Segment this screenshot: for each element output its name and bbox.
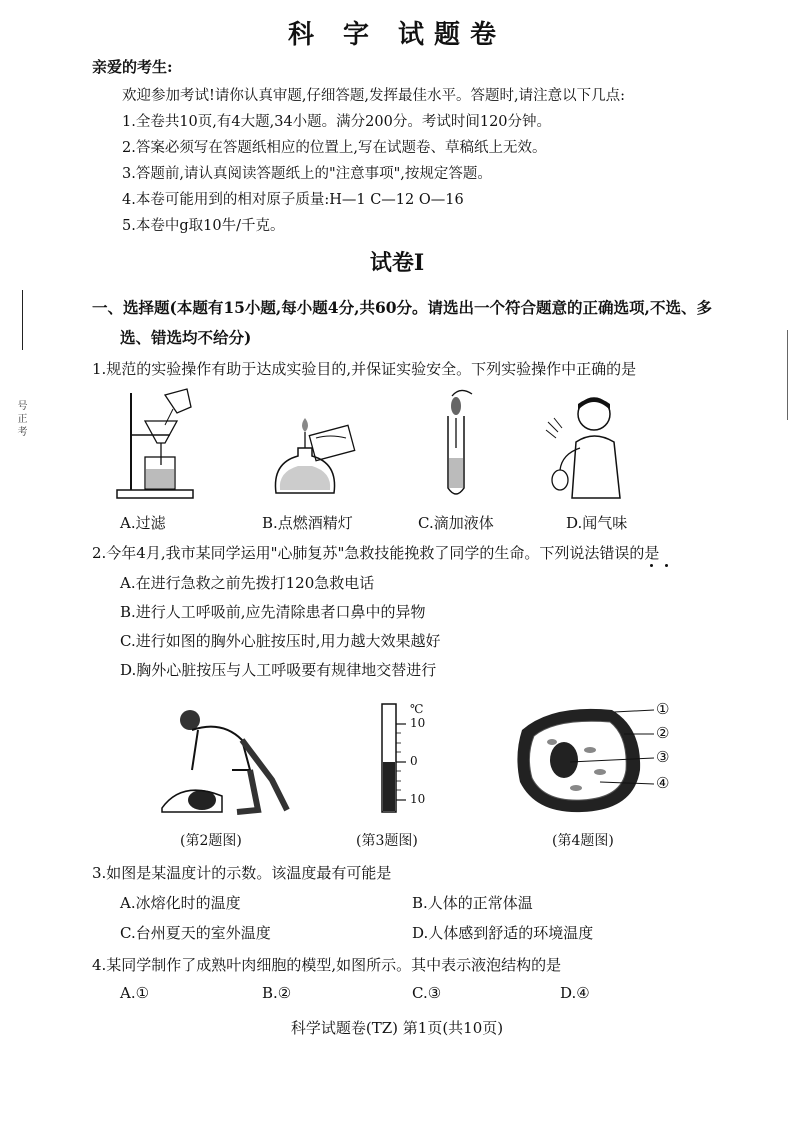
section-title: 试卷Ⅰ [369, 250, 425, 276]
thermometer-unit: ℃ [410, 702, 424, 716]
q2-option-b: B.进行人工呼吸前,应先清除患者口鼻中的异物 [120, 603, 426, 621]
section-instruction-line2: 选、错选均不给分) [120, 328, 252, 347]
thermometer-tick-bottom: 10 [410, 792, 426, 806]
intro-line-4: 4.本卷可能用到的相对原子质量:H—1 C—12 O—16 [122, 192, 464, 208]
figure-caption-q2: (第2题图) [180, 833, 242, 849]
page-footer: 科学试题卷(TZ) 第1页(共10页) [290, 1019, 504, 1037]
cell-label-1: ① [656, 700, 670, 718]
emphasis-dot [650, 564, 653, 567]
q4-option-a: A.① [120, 984, 150, 1002]
figure-caption-q4: (第4题图) [552, 833, 614, 849]
margin-mark: 号 正 考 [15, 400, 26, 437]
intro-line-3: 3.答题前,请认真阅读答题纸上的"注意事项",按规定答题。 [122, 166, 492, 182]
page-title: 科 字 试题卷 [287, 20, 507, 50]
dropper-illustration [438, 388, 488, 503]
smelling-illustration [540, 392, 640, 504]
q3-option-d: D.人体感到舒适的环境温度 [412, 924, 594, 942]
cell-label-4: ④ [656, 774, 670, 792]
emphasis-dot [665, 564, 668, 567]
cell-label-2: ② [656, 724, 670, 742]
q4-option-c: C.③ [412, 984, 442, 1002]
q3-option-a: A.冰熔化时的温度 [120, 894, 241, 912]
section-instruction-line1: 一、选择题(本题有15小题,每小题4分,共60分。请选出一个符合题意的正确选项,不选、多 [92, 298, 712, 317]
figure-caption-q3: (第3题图) [356, 833, 418, 849]
thermometer-tick-zero: 0 [410, 754, 418, 768]
filtration-illustration [115, 385, 195, 505]
q4-option-b: B.② [262, 984, 292, 1002]
leaf-cell-illustration [512, 700, 662, 820]
q3-option-b: B.人体的正常体温 [412, 894, 533, 912]
margin-line [22, 290, 23, 350]
q3-stem: 3.如图是某温度计的示数。该温度最有可能是 [92, 864, 392, 882]
q2-option-a: A.在进行急救之前先拨打120急救电话 [120, 574, 375, 592]
q1-option-d: D.闻气味 [566, 514, 628, 532]
q4-option-d: D.④ [560, 984, 590, 1002]
intro-line-5: 5.本卷中g取10牛/千克。 [122, 218, 285, 234]
q1-option-b: B.点燃酒精灯 [262, 514, 353, 532]
page-edge-line [787, 330, 788, 420]
intro-line-2: 2.答案必须写在答题纸相应的位置上,写在试题卷、草稿纸上无效。 [122, 140, 547, 156]
q2-option-d: D.胸外心脏按压与人工呼吸要有规律地交替进行 [120, 661, 437, 679]
q3-option-c: C.台州夏天的室外温度 [120, 924, 271, 942]
alcohol-lamp-illustration [268, 408, 358, 503]
intro-line-1: 1.全卷共10页,有4大题,34小题。满分200分。考试时间120分钟。 [122, 114, 552, 130]
cell-label-3: ③ [656, 748, 670, 766]
cpr-illustration [162, 700, 302, 820]
q2-option-c: C.进行如图的胸外心脏按压时,用力越大效果越好 [120, 632, 441, 650]
q1-option-c: C.滴加液体 [418, 514, 494, 532]
q4-stem: 4.某同学制作了成熟叶肉细胞的模型,如图所示。其中表示液泡结构的是 [92, 956, 562, 974]
q1-option-a: A.过滤 [120, 514, 166, 532]
q2-stem: 2.今年4月,我市某同学运用"心肺复苏"急救技能挽救了同学的生命。下列说法错误的是 [92, 544, 660, 562]
thermometer-tick-top: 10 [410, 716, 426, 730]
q1-stem: 1.规范的实验操作有助于达成实验目的,并保证实验安全。下列实验操作中正确的是 [92, 360, 637, 378]
greeting: 亲爱的考生: [92, 58, 173, 76]
intro-line-0: 欢迎参加考试!请你认真审题,仔细答题,发挥最佳水平。答题时,请注意以下几点: [122, 88, 626, 104]
